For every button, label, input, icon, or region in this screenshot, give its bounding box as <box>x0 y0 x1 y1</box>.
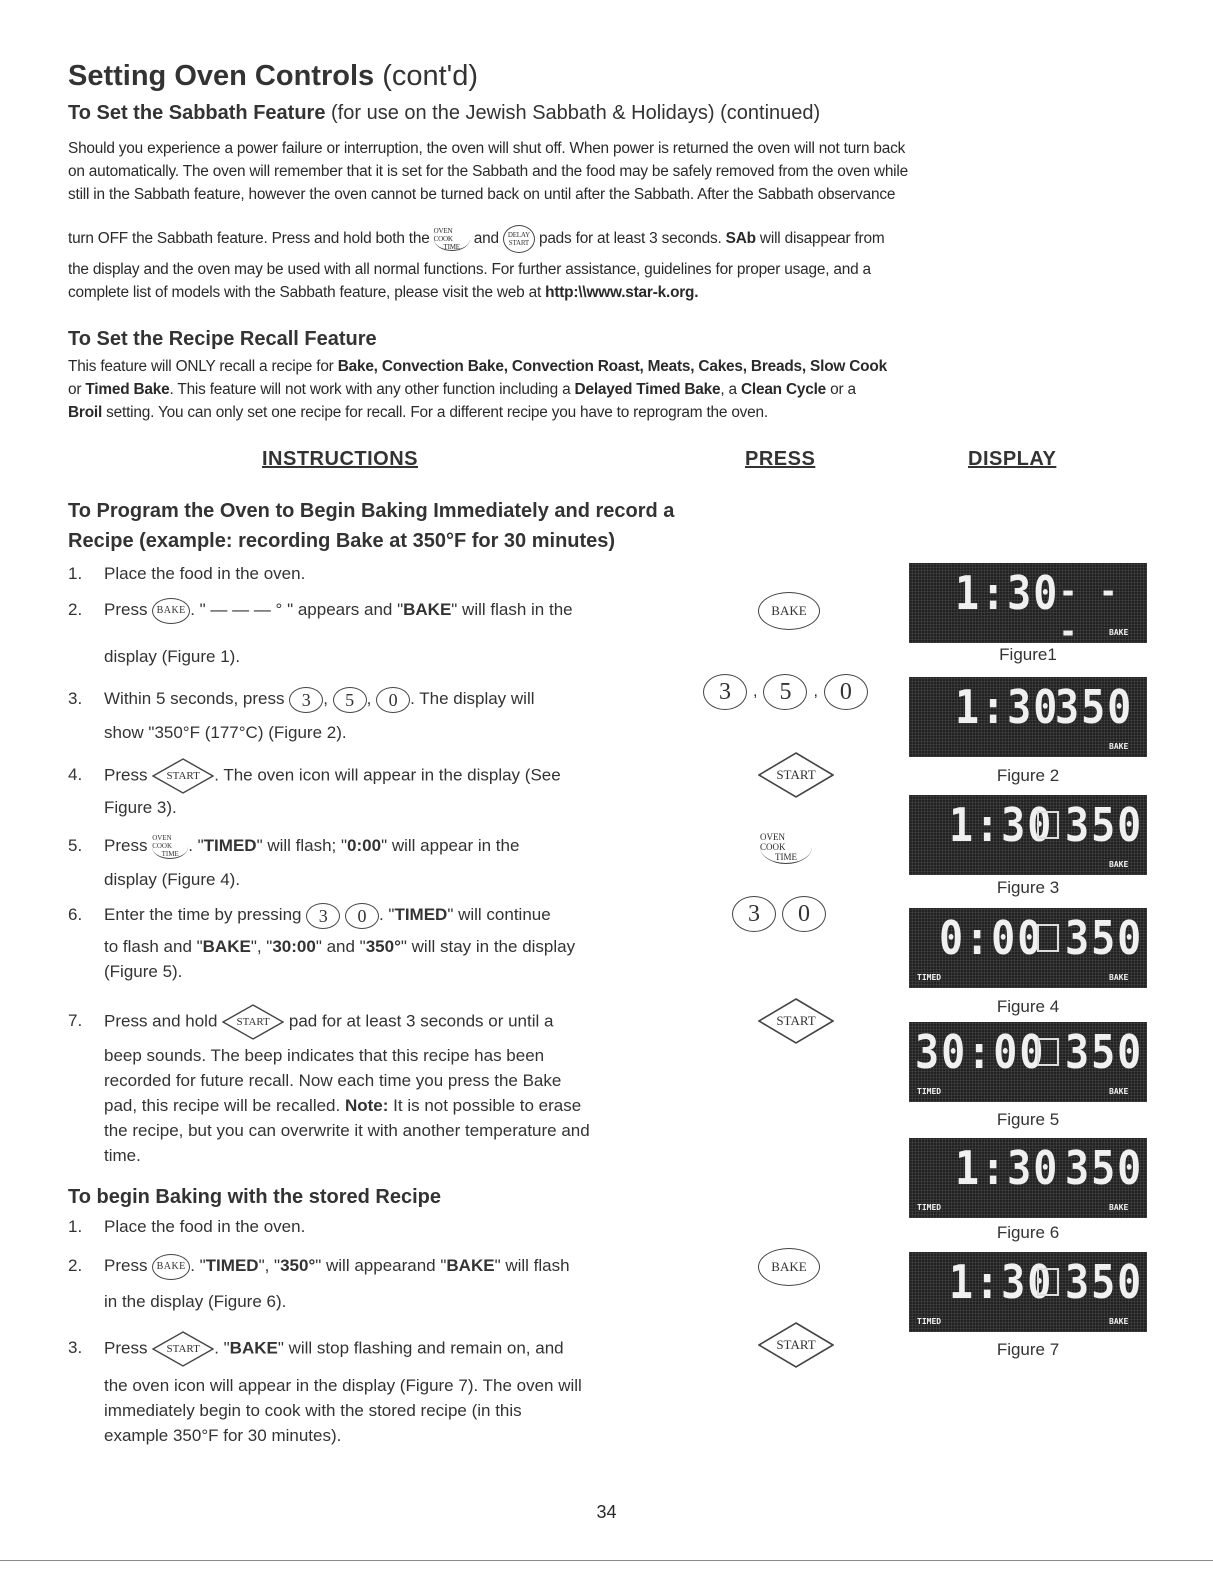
step-6-cont: to flash and "BAKE", "30:00" and "350°" will stay in the display <box>104 937 576 956</box>
oven-display-figure-6: 1:30 350 TIMED BAKE <box>909 1138 1147 1218</box>
oven-icon <box>1037 811 1059 839</box>
recipe-line: This feature will ONLY recall a recipe for Bake, Convection Bake, Convection Roast, Meats, Cakes, Breads, Slow Cook <box>68 358 887 375</box>
digit-3-key-icon: 3 <box>306 903 340 929</box>
footer-rule <box>0 1560 1213 1561</box>
step-4: 4. Press START . The oven icon will appear in the display (See <box>68 758 561 794</box>
figure-caption: Figure 2 <box>996 766 1060 785</box>
digit-5-key-icon: 5 <box>763 674 807 710</box>
sabbath-line: Should you experience a power failure or interruption, the oven will shut off. When power is returned the oven will not turn back <box>68 140 906 157</box>
sabbath-subtitle: To Set the Sabbath Feature (for use on the Jewish Sabbath & Holidays) (continued) <box>68 102 821 124</box>
sabbath-line: still in the Sabbath feature, however the oven cannot be turned back on until after the Sabbath. After the Sabbath observance <box>68 186 896 203</box>
step-3: 3. Within 5 seconds, press 3 , 5 , 0 . The display will <box>68 686 535 713</box>
bake-key-icon: BAKE <box>758 1248 820 1286</box>
step-5-cont: display (Figure 4). <box>104 870 241 889</box>
step-6: 6. Enter the time by pressing 3 0 . "TIMED" will continue <box>68 902 551 929</box>
digit-0-key-icon: 0 <box>824 674 868 710</box>
oven-cook-time-key-icon: OVEN COOK TIME <box>760 830 812 864</box>
sabbath-line: complete list of models with the Sabbath feature, please visit the web at http:\\www.star-k.org. <box>68 284 699 301</box>
oven-display-figure-7: 1:30 350 TIMED BAKE <box>909 1252 1147 1332</box>
oven-cook-time-key-icon: OVEN COOK TIME <box>434 227 470 251</box>
bake-key-icon: BAKE <box>152 598 190 624</box>
figure-caption: Figure 5 <box>996 1110 1060 1129</box>
oven-icon <box>1037 1268 1059 1296</box>
start-key-icon: START <box>758 1322 834 1368</box>
oven-display-figure-2: 1:30 350 BAKE <box>909 677 1147 757</box>
stored-step-3-cont: example 350°F for 30 minutes). <box>104 1426 342 1445</box>
digit-0-key-icon: 0 <box>345 903 379 929</box>
recipe-recall-heading: To Set the Recipe Recall Feature <box>68 328 377 350</box>
figure-caption: Figure1 <box>999 645 1057 664</box>
press-oven-cook <box>760 830 812 864</box>
delay-start-key-icon: DELAY START <box>503 225 535 253</box>
oven-display-figure-3: 1:30 350 BAKE <box>909 795 1147 875</box>
recipe-line: Broil setting. You can only set one recipe for recall. For a different recipe you have to reprogram the oven. <box>68 404 768 421</box>
step-2: 2. Press BAKE . " — — — ° " appears and "BAKE" will flash in the <box>68 597 573 624</box>
start-key-icon: START <box>222 1004 284 1040</box>
digit-0-key-icon: 0 <box>376 687 410 713</box>
sabbath-line: the display and the oven may be used with all normal functions. For further assistance, guidelines for proper usage, and a <box>68 261 871 278</box>
step-7-cont: beep sounds. The beep indicates that this recipe has been <box>104 1046 545 1065</box>
stored-step-2-cont: in the display (Figure 6). <box>104 1292 287 1311</box>
sabbath-line: on automatically. The oven will remember that it is set for the Sabbath and the food may be safely removed from the oven while <box>68 163 908 180</box>
start-key-icon: START <box>152 1331 214 1367</box>
step-6-cont: (Figure 5). <box>104 962 183 981</box>
oven-icon <box>1037 1038 1059 1066</box>
figure-caption: Figure 6 <box>996 1223 1060 1242</box>
press-bake <box>758 592 820 630</box>
oven-display-figure-5: 30:00 350 TIMED BAKE <box>909 1022 1147 1102</box>
step-2-cont: display (Figure 1). <box>104 647 241 666</box>
stored-recipe-heading: To begin Baking with the stored Recipe <box>68 1186 441 1208</box>
page-number: 34 <box>596 1502 617 1522</box>
start-key-icon: START <box>758 752 834 798</box>
press-bake-stored <box>758 1248 820 1286</box>
step-4-cont: Figure 3). <box>104 798 177 817</box>
step-7-cont: time. <box>104 1146 141 1165</box>
oven-display-figure-1: 1:30 - - - BAKE <box>909 563 1147 643</box>
step-7-cont: pad, this recipe will be recalled. Note: It is not possible to erase <box>104 1096 582 1115</box>
sabbath-line: turn OFF the Sabbath feature. Press and hold both the OVEN COOK TIME and DELAY START pads for at least 3 seconds. SAb will disappear from <box>68 225 884 253</box>
step-7-cont: the recipe, but you can overwrite it with another temperature and <box>104 1121 590 1140</box>
stored-step-1: 1. Place the food in the oven. <box>68 1217 306 1236</box>
press-start-stored <box>758 1322 834 1368</box>
start-key-icon: START <box>758 998 834 1044</box>
program-heading: To Program the Oven to Begin Baking Immediately and record a Recipe (example: recording Bake at 350°F for 30 minutes) <box>68 500 675 552</box>
figure-caption: Figure 4 <box>996 997 1060 1016</box>
bake-key-icon: BAKE <box>152 1254 190 1280</box>
step-7: 7. Press and hold START pad for at least 3 seconds or until a <box>68 1004 553 1040</box>
step-1: 1. Place the food in the oven. <box>68 564 306 583</box>
step-3-cont: show "350°F (177°C) (Figure 2). <box>104 723 347 742</box>
press-digits-time <box>732 896 826 932</box>
instructions-column-header: INSTRUCTIONS <box>262 448 418 470</box>
stored-step-3-cont: the oven icon will appear in the display (Figure 7). The oven will <box>104 1376 582 1395</box>
stored-step-3-cont: immediately begin to cook with the stored recipe (in this <box>104 1401 522 1420</box>
digit-0-key-icon: 0 <box>782 896 826 932</box>
digit-3-key-icon: 3 <box>703 674 747 710</box>
press-digits: 3 , 5 , 0 <box>703 674 868 710</box>
star-k-link[interactable]: http:\\www.star-k.org. <box>545 284 699 301</box>
press-start-hold <box>758 998 834 1044</box>
figure-caption: Figure 7 <box>996 1340 1060 1359</box>
page-title: Setting Oven Controls (cont'd) <box>68 60 478 92</box>
press-start <box>758 752 834 798</box>
display-column-header: DISPLAY <box>968 448 1057 470</box>
start-key-icon: START <box>152 758 214 794</box>
oven-cook-time-key-icon: OVEN COOK TIME <box>152 835 188 859</box>
digit-3-key-icon: 3 <box>732 896 776 932</box>
press-column-header: PRESS <box>745 448 816 470</box>
digit-3-key-icon: 3 <box>289 687 323 713</box>
recipe-line: or Timed Bake. This feature will not work with any other function including a Delayed Timed Bake, a Clean Cycle or a <box>68 381 856 398</box>
oven-display-figure-4: 0:00 350 TIMED BAKE <box>909 908 1147 988</box>
stored-step-3: 3. Press START . "BAKE" will stop flashing and remain on, and <box>68 1331 564 1367</box>
digit-5-key-icon: 5 <box>333 687 367 713</box>
bake-key-icon: BAKE <box>758 592 820 630</box>
step-5: 5. Press OVEN COOK TIME . "TIMED" will flash; "0:00" will appear in the <box>68 834 520 859</box>
oven-icon <box>1037 924 1059 952</box>
step-7-cont: recorded for future recall. Now each time you press the Bake <box>104 1071 562 1090</box>
stored-step-2: 2. Press BAKE . "TIMED", "350°" will appearand "BAKE" will flash <box>68 1253 570 1280</box>
figure-caption: Figure 3 <box>996 878 1060 897</box>
